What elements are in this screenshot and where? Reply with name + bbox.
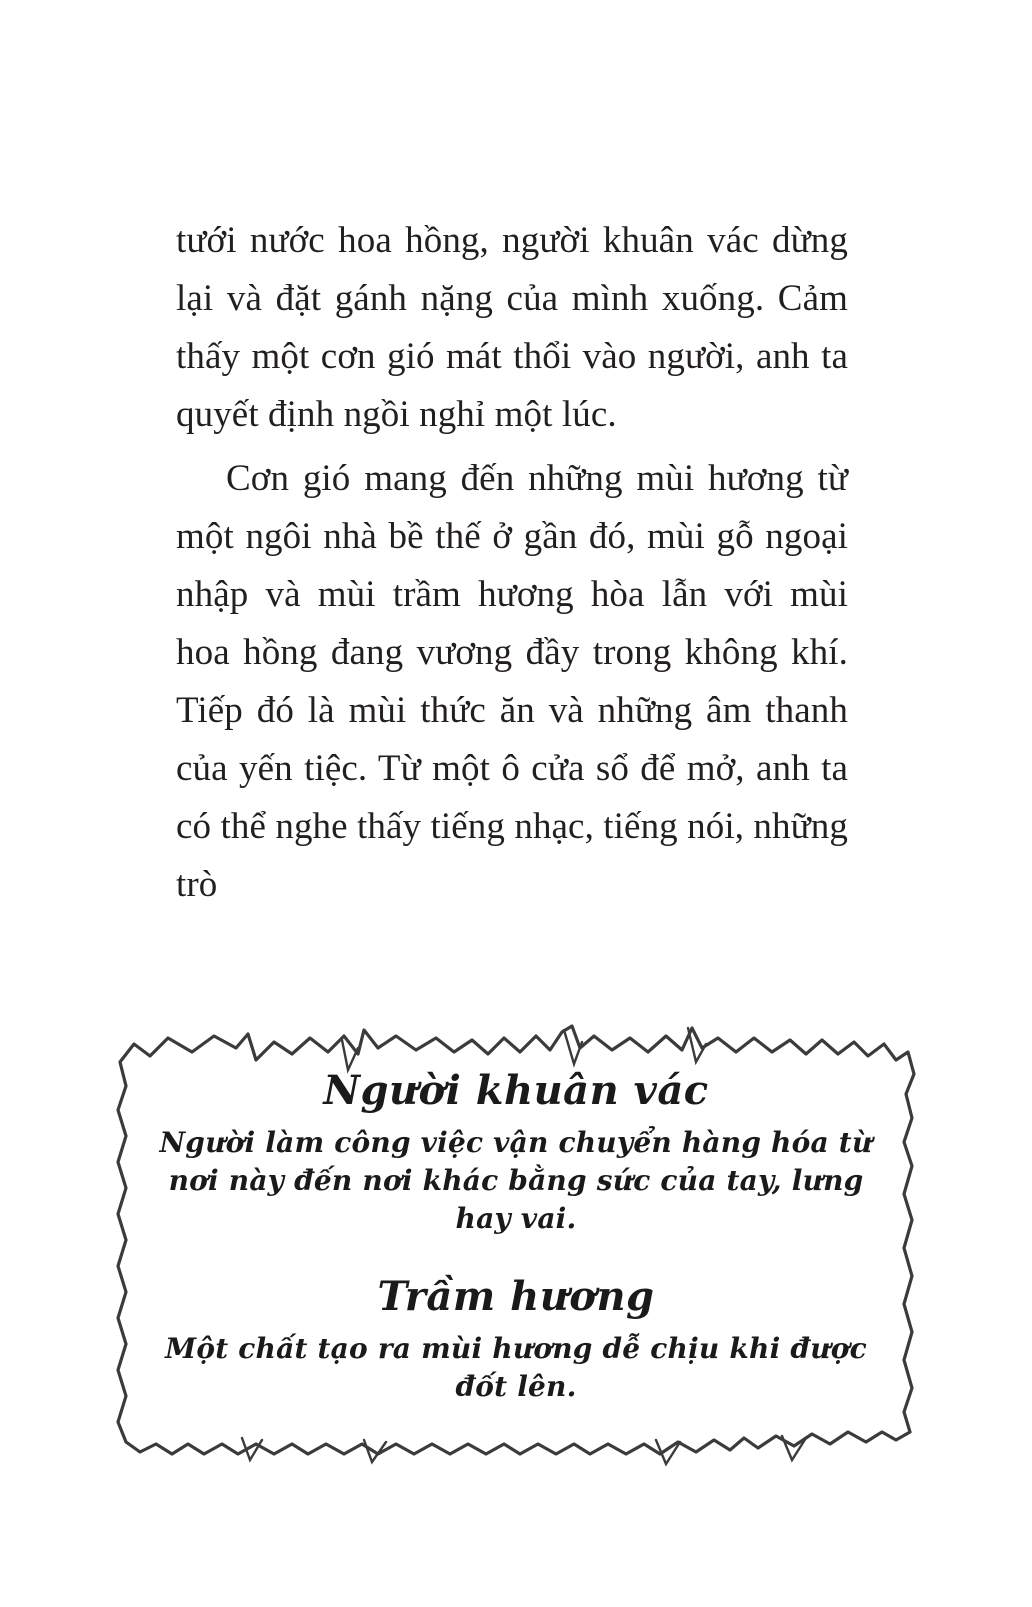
glossary-term-1: Người khuân vác xyxy=(323,1067,709,1114)
paragraph-1: tưới nước hoa hồng, người khuân vác dừng lại và đặt gánh nặng của mình xuống. Cảm thấy một cơn gió mát thổi vào người, anh ta quyết định ngồi nghỉ một lúc. xyxy=(176,220,848,435)
glossary-definition-1: Người làm công việc vận chuyển hàng hóa từ nơi này đến nơi khác bằng sức của tay, lưng hay vai. xyxy=(159,1126,873,1235)
body-text-block xyxy=(176,212,848,914)
paragraph-2: Cơn gió mang đến những mùi hương từ một ngôi nhà bề thế ở gần đó, mùi gỗ ngoại nhập và mùi trầm hương hòa lẫn với mùi hoa hồng đang vương đầy trong không khí. Tiếp đó là mùi thức ăn và những âm thanh của yến tiệc. Từ một ô cửa sổ để mở, anh ta có thể nghe thấy tiếng nhạc, tiếng nói, những trò xyxy=(176,458,848,905)
glossary-content xyxy=(156,1066,876,1406)
glossary-term-2: Trầm hương xyxy=(377,1273,655,1320)
glossary-definition-2: Một chất tạo ra mùi hương dễ chịu khi được đốt lên. xyxy=(165,1332,867,1403)
glossary-note xyxy=(96,1008,936,1478)
